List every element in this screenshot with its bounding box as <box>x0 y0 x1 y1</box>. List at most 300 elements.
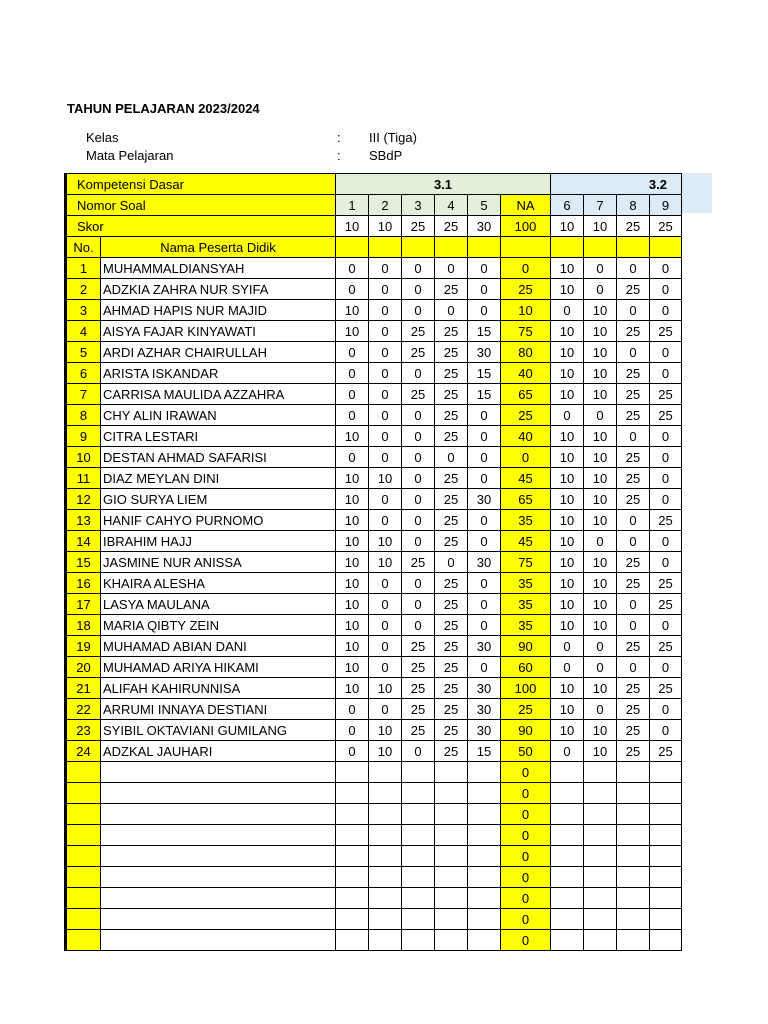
student-row <box>66 657 682 678</box>
na-score-cell: 90 <box>501 636 551 657</box>
empty-score-cell <box>369 909 402 930</box>
student-name: HANIF CAHYO PURNOMO <box>101 510 336 531</box>
score-cell: 0 <box>584 258 617 279</box>
score-cell: 0 <box>336 342 369 363</box>
score-cell: 0 <box>468 468 501 489</box>
empty-score-cell <box>551 888 584 909</box>
student-row <box>66 678 682 699</box>
student-number: 19 <box>66 636 101 657</box>
student-name: DESTAN AHMAD SAFARISI <box>101 447 336 468</box>
score-cell: 25 <box>650 573 682 594</box>
score-cell: 0 <box>617 657 650 678</box>
nomor-soal-cell: 4 <box>435 195 468 216</box>
score-cell: 25 <box>435 699 468 720</box>
empty-number-cell <box>66 825 101 846</box>
empty-score-cell <box>402 909 435 930</box>
student-name: LASYA MAULANA <box>101 594 336 615</box>
empty-score-cell <box>336 909 369 930</box>
score-cell: 30 <box>468 678 501 699</box>
student-row <box>66 405 682 426</box>
empty-score-cell <box>551 825 584 846</box>
empty-score-cell <box>551 762 584 783</box>
score-cell: 25 <box>617 279 650 300</box>
empty-score-cell <box>336 888 369 909</box>
score-cell: 25 <box>650 636 682 657</box>
kelas-label: Kelas <box>86 130 119 145</box>
empty-score-cell <box>402 762 435 783</box>
student-row <box>66 279 682 300</box>
score-cell: 25 <box>650 741 682 762</box>
header-fill-cell <box>402 237 435 258</box>
score-cell: 10 <box>336 636 369 657</box>
na-score-cell: 0 <box>501 783 551 804</box>
score-cell: 15 <box>468 321 501 342</box>
na-score-cell: 80 <box>501 342 551 363</box>
student-number: 15 <box>66 552 101 573</box>
na-score-cell: 25 <box>501 279 551 300</box>
empty-score-cell <box>435 888 468 909</box>
score-cell: 10 <box>584 741 617 762</box>
score-cell: 25 <box>435 342 468 363</box>
empty-score-cell <box>650 846 682 867</box>
header-fill-cell <box>336 237 369 258</box>
skor-cell: 100 <box>501 216 551 237</box>
empty-score-cell <box>468 762 501 783</box>
empty-score-cell <box>650 825 682 846</box>
nomor-soal-cell: 9 <box>650 195 682 216</box>
student-row <box>66 615 682 636</box>
score-cell: 0 <box>369 657 402 678</box>
student-row <box>66 699 682 720</box>
na-score-cell: 100 <box>501 678 551 699</box>
score-cell: 0 <box>650 552 682 573</box>
score-cell: 30 <box>468 552 501 573</box>
skor-cell: 25 <box>650 216 682 237</box>
score-cell: 15 <box>468 741 501 762</box>
nomor-soal-cell: NA <box>501 195 551 216</box>
kd-32-header: 3.2 <box>551 174 682 195</box>
score-cell: 25 <box>617 447 650 468</box>
score-cell: 0 <box>617 258 650 279</box>
student-row <box>66 321 682 342</box>
na-score-cell: 45 <box>501 531 551 552</box>
score-cell: 10 <box>551 363 584 384</box>
score-cell: 10 <box>336 531 369 552</box>
na-score-cell: 75 <box>501 321 551 342</box>
name-header: Nama Peserta Didik <box>101 237 336 258</box>
score-cell: 0 <box>468 510 501 531</box>
nomor-soal-cell: 7 <box>584 195 617 216</box>
score-cell: 10 <box>336 426 369 447</box>
score-cell: 0 <box>369 510 402 531</box>
score-cell: 0 <box>551 657 584 678</box>
score-cell: 0 <box>336 699 369 720</box>
score-cell: 0 <box>402 426 435 447</box>
empty-score-cell <box>369 762 402 783</box>
score-cell: 0 <box>617 300 650 321</box>
score-cell: 25 <box>402 678 435 699</box>
score-cell: 10 <box>584 489 617 510</box>
empty-score-cell <box>468 867 501 888</box>
empty-number-cell <box>66 930 101 951</box>
score-cell: 10 <box>584 573 617 594</box>
student-name: SYIBIL OKTAVIANI GUMILANG <box>101 720 336 741</box>
score-cell: 25 <box>650 321 682 342</box>
header-fill-cell <box>468 237 501 258</box>
empty-score-cell <box>584 867 617 888</box>
empty-score-cell <box>650 762 682 783</box>
student-number: 13 <box>66 510 101 531</box>
score-cell: 10 <box>551 468 584 489</box>
empty-score-cell <box>435 909 468 930</box>
empty-name-cell <box>101 825 336 846</box>
student-number: 18 <box>66 615 101 636</box>
score-cell: 0 <box>617 510 650 531</box>
student-name: ARDI AZHAR CHAIRULLAH <box>101 342 336 363</box>
empty-number-cell <box>66 909 101 930</box>
empty-score-cell <box>584 762 617 783</box>
student-name: CITRA LESTARI <box>101 426 336 447</box>
empty-score-cell <box>435 762 468 783</box>
student-number: 5 <box>66 342 101 363</box>
score-cell: 15 <box>468 384 501 405</box>
empty-name-cell <box>101 888 336 909</box>
empty-score-cell <box>650 804 682 825</box>
score-cell: 0 <box>468 300 501 321</box>
empty-score-cell <box>468 846 501 867</box>
student-row <box>66 258 682 279</box>
score-cell: 10 <box>336 552 369 573</box>
student-number: 17 <box>66 594 101 615</box>
score-cell: 25 <box>435 468 468 489</box>
mapel-value: SBdP <box>369 148 403 163</box>
score-cell: 10 <box>551 447 584 468</box>
empty-score-cell <box>402 846 435 867</box>
score-cell: 10 <box>584 468 617 489</box>
score-cell: 25 <box>402 699 435 720</box>
score-cell: 10 <box>369 552 402 573</box>
empty-score-cell <box>402 867 435 888</box>
score-cell: 25 <box>435 510 468 531</box>
student-name: MARIA QIBTY ZEIN <box>101 615 336 636</box>
skor-cell: 25 <box>435 216 468 237</box>
empty-name-cell <box>101 762 336 783</box>
empty-score-cell <box>402 783 435 804</box>
score-cell: 25 <box>435 573 468 594</box>
score-cell: 25 <box>650 405 682 426</box>
student-row <box>66 741 682 762</box>
score-cell: 0 <box>336 405 369 426</box>
na-score-cell: 45 <box>501 468 551 489</box>
score-cell: 25 <box>617 720 650 741</box>
score-cell: 25 <box>435 678 468 699</box>
empty-score-cell <box>617 783 650 804</box>
score-cell: 10 <box>584 720 617 741</box>
score-cell: 10 <box>584 678 617 699</box>
empty-name-cell <box>101 909 336 930</box>
score-cell: 0 <box>650 699 682 720</box>
skor-label: Skor <box>66 216 336 237</box>
score-cell: 25 <box>435 615 468 636</box>
empty-score-cell <box>617 867 650 888</box>
score-cell: 0 <box>468 573 501 594</box>
empty-score-cell <box>369 825 402 846</box>
nomor-soal-cell: 2 <box>369 195 402 216</box>
empty-score-cell <box>551 783 584 804</box>
empty-score-cell <box>402 825 435 846</box>
score-cell: 0 <box>402 615 435 636</box>
na-score-cell: 35 <box>501 510 551 531</box>
score-cell: 0 <box>650 657 682 678</box>
empty-score-cell <box>468 888 501 909</box>
empty-score-cell <box>336 762 369 783</box>
score-cell: 25 <box>617 384 650 405</box>
empty-row <box>66 804 682 825</box>
score-cell: 0 <box>468 594 501 615</box>
empty-number-cell <box>66 783 101 804</box>
score-cell: 25 <box>435 321 468 342</box>
empty-score-cell <box>369 783 402 804</box>
score-cell: 0 <box>369 426 402 447</box>
mapel-separator: : <box>337 148 341 163</box>
na-score-cell: 25 <box>501 699 551 720</box>
kelas-separator: : <box>337 130 341 145</box>
student-row <box>66 636 682 657</box>
score-cell: 10 <box>584 510 617 531</box>
header-fill-cell <box>369 237 402 258</box>
empty-number-cell <box>66 867 101 888</box>
score-cell: 0 <box>468 657 501 678</box>
school-year-title: TAHUN PELAJARAN 2023/2024 <box>67 101 260 116</box>
score-cell: 25 <box>617 741 650 762</box>
skor-cell: 10 <box>584 216 617 237</box>
student-number: 4 <box>66 321 101 342</box>
score-cell: 0 <box>369 279 402 300</box>
score-cell: 0 <box>650 720 682 741</box>
score-cell: 0 <box>402 405 435 426</box>
score-cell: 0 <box>369 573 402 594</box>
score-cell: 10 <box>336 615 369 636</box>
score-cell: 25 <box>402 636 435 657</box>
empty-score-cell <box>551 804 584 825</box>
score-cell: 30 <box>468 636 501 657</box>
score-cell: 25 <box>435 594 468 615</box>
score-cell: 0 <box>369 342 402 363</box>
score-cell: 10 <box>551 426 584 447</box>
student-number: 16 <box>66 573 101 594</box>
score-cell: 25 <box>617 363 650 384</box>
score-cell: 10 <box>551 489 584 510</box>
score-cell: 0 <box>402 741 435 762</box>
score-cell: 0 <box>336 447 369 468</box>
student-number: 21 <box>66 678 101 699</box>
score-cell: 10 <box>551 342 584 363</box>
score-cell: 25 <box>435 426 468 447</box>
score-cell: 0 <box>369 594 402 615</box>
score-cell: 0 <box>650 342 682 363</box>
score-cell: 25 <box>435 720 468 741</box>
score-cell: 0 <box>336 258 369 279</box>
student-number: 3 <box>66 300 101 321</box>
score-cell: 0 <box>369 363 402 384</box>
na-score-cell: 0 <box>501 447 551 468</box>
score-cell: 25 <box>617 636 650 657</box>
empty-score-cell <box>468 909 501 930</box>
skor-cell: 30 <box>468 216 501 237</box>
empty-score-cell <box>402 888 435 909</box>
header-fill-cell <box>584 237 617 258</box>
na-score-cell: 35 <box>501 573 551 594</box>
na-score-cell: 0 <box>501 867 551 888</box>
score-cell: 25 <box>402 384 435 405</box>
column-header-row <box>66 237 682 258</box>
score-cell: 0 <box>369 258 402 279</box>
score-cell: 0 <box>435 447 468 468</box>
score-cell: 0 <box>468 531 501 552</box>
kd-label: Kompetensi Dasar <box>66 174 336 195</box>
score-cell: 0 <box>402 300 435 321</box>
score-cell: 25 <box>435 489 468 510</box>
nomor-soal-cell: 1 <box>336 195 369 216</box>
score-cell: 10 <box>551 699 584 720</box>
empty-score-cell <box>551 846 584 867</box>
score-cell: 10 <box>584 615 617 636</box>
score-cell: 0 <box>402 510 435 531</box>
score-cell: 30 <box>468 699 501 720</box>
score-cell: 25 <box>650 384 682 405</box>
student-row <box>66 447 682 468</box>
score-cell: 25 <box>435 363 468 384</box>
student-row <box>66 342 682 363</box>
empty-row <box>66 909 682 930</box>
score-cell: 0 <box>617 615 650 636</box>
score-cell: 10 <box>369 720 402 741</box>
student-name: ADZKAL JAUHARI <box>101 741 336 762</box>
student-number: 2 <box>66 279 101 300</box>
empty-score-cell <box>435 804 468 825</box>
empty-name-cell <box>101 867 336 888</box>
empty-number-cell <box>66 846 101 867</box>
skor-cell: 10 <box>336 216 369 237</box>
score-cell: 0 <box>402 258 435 279</box>
na-score-cell: 25 <box>501 405 551 426</box>
score-cell: 25 <box>402 321 435 342</box>
score-cell: 0 <box>650 468 682 489</box>
student-name: AHMAD HAPIS NUR MAJID <box>101 300 336 321</box>
score-cell: 0 <box>650 615 682 636</box>
empty-score-cell <box>650 783 682 804</box>
kd-row <box>66 174 682 195</box>
header-fill-cell <box>551 237 584 258</box>
score-cell: 0 <box>617 594 650 615</box>
score-cell: 25 <box>435 531 468 552</box>
empty-score-cell <box>551 909 584 930</box>
score-cell: 25 <box>435 279 468 300</box>
score-cell: 0 <box>336 279 369 300</box>
score-cell: 10 <box>336 489 369 510</box>
score-cell: 0 <box>468 447 501 468</box>
score-cell: 10 <box>584 321 617 342</box>
score-cell: 0 <box>336 384 369 405</box>
score-cell: 10 <box>584 426 617 447</box>
empty-name-cell <box>101 930 336 951</box>
header-fill-cell <box>650 237 682 258</box>
score-cell: 0 <box>336 363 369 384</box>
score-table <box>64 173 682 951</box>
student-name: IBRAHIM HAJJ <box>101 531 336 552</box>
empty-row <box>66 867 682 888</box>
empty-row <box>66 762 682 783</box>
student-row <box>66 363 682 384</box>
score-cell: 10 <box>551 384 584 405</box>
score-cell: 0 <box>650 531 682 552</box>
student-name: ARISTA ISKANDAR <box>101 363 336 384</box>
empty-number-cell <box>66 762 101 783</box>
na-score-cell: 0 <box>501 258 551 279</box>
student-number: 7 <box>66 384 101 405</box>
score-cell: 10 <box>584 342 617 363</box>
score-cell: 0 <box>650 300 682 321</box>
score-cell: 25 <box>402 657 435 678</box>
empty-score-cell <box>650 867 682 888</box>
score-cell: 10 <box>369 678 402 699</box>
score-cell: 0 <box>584 699 617 720</box>
student-name: AISYA FAJAR KINYAWATI <box>101 321 336 342</box>
empty-name-cell <box>101 804 336 825</box>
score-cell: 0 <box>402 594 435 615</box>
empty-score-cell <box>402 930 435 951</box>
na-score-cell: 0 <box>501 825 551 846</box>
empty-score-cell <box>435 846 468 867</box>
empty-score-cell <box>435 930 468 951</box>
mapel-label: Mata Pelajaran <box>86 148 174 163</box>
score-cell: 25 <box>435 741 468 762</box>
student-name: GIO SURYA LIEM <box>101 489 336 510</box>
empty-score-cell <box>584 825 617 846</box>
score-cell: 10 <box>336 510 369 531</box>
student-row <box>66 426 682 447</box>
empty-score-cell <box>369 846 402 867</box>
student-name: ALIFAH KAHIRUNNISA <box>101 678 336 699</box>
student-name: MUHAMAD ARIYA HIKAMI <box>101 657 336 678</box>
score-cell: 0 <box>369 447 402 468</box>
student-row <box>66 594 682 615</box>
score-cell: 0 <box>402 279 435 300</box>
score-cell: 0 <box>468 258 501 279</box>
student-number: 22 <box>66 699 101 720</box>
score-cell: 0 <box>435 300 468 321</box>
score-cell: 0 <box>650 363 682 384</box>
score-cell: 30 <box>468 720 501 741</box>
score-cell: 10 <box>551 531 584 552</box>
student-name: ARRUMI INNAYA DESTIANI <box>101 699 336 720</box>
score-cell: 25 <box>617 321 650 342</box>
na-score-cell: 90 <box>501 720 551 741</box>
score-cell: 25 <box>650 678 682 699</box>
na-score-cell: 0 <box>501 930 551 951</box>
student-number: 6 <box>66 363 101 384</box>
student-number: 20 <box>66 657 101 678</box>
empty-score-cell <box>369 930 402 951</box>
score-cell: 0 <box>369 405 402 426</box>
score-cell: 10 <box>551 594 584 615</box>
empty-score-cell <box>336 867 369 888</box>
score-cell: 0 <box>617 531 650 552</box>
score-cell: 10 <box>551 552 584 573</box>
score-cell: 25 <box>402 342 435 363</box>
nomor-soal-row <box>66 195 682 216</box>
score-cell: 0 <box>369 636 402 657</box>
